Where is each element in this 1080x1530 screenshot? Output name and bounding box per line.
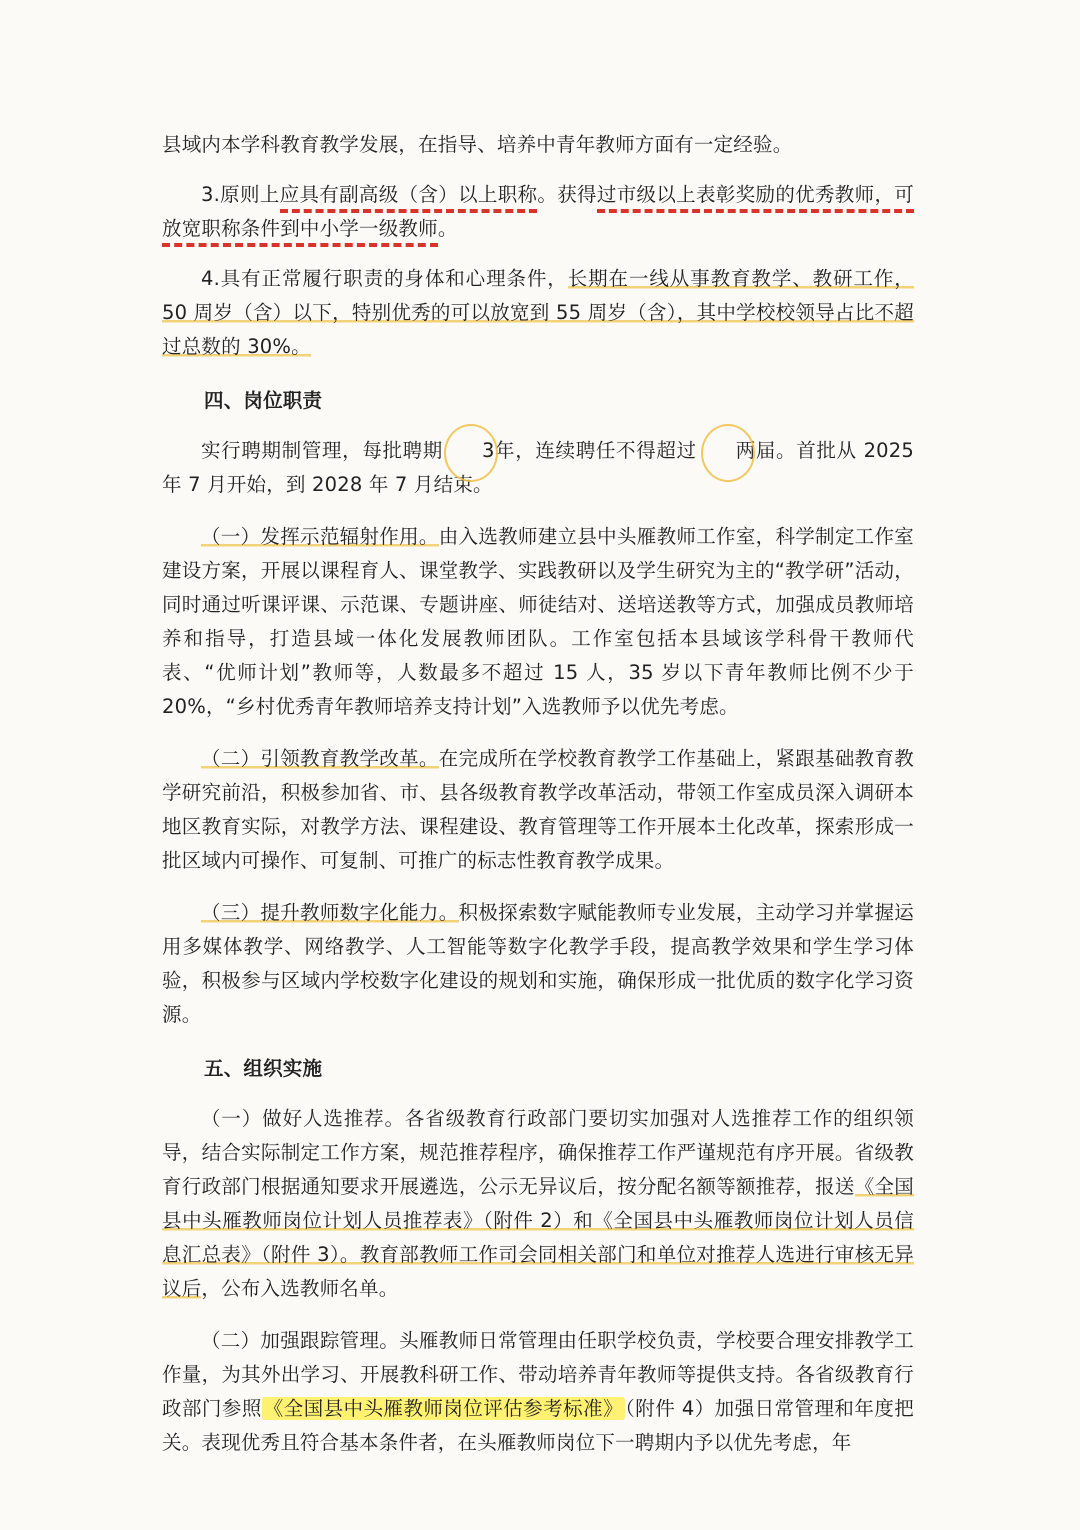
red-dashed-underline-2: 过市级以上表彰奖励的优秀教师，可放宽职称条件到中小学一级教师 (162, 183, 914, 247)
duty-item-2 (162, 742, 914, 878)
duty-item-1 (162, 520, 914, 724)
implementation-item-1 (162, 1102, 914, 1306)
text: 3.原则上 (201, 183, 280, 206)
text: 。获得 (537, 183, 597, 206)
yellow-highlight: 《全国县中头雁教师岗位评估参考标准》 (263, 1397, 624, 1420)
duty-item-3-title: （三）提升教师数字化能力。 (201, 901, 459, 924)
text: （二）加强跟踪管理。头雁教师日常管理由任职学校负责，学校要合理安排教学工作量，为其外出学习、开展教科研工作、带动培养青年教师等提供支持。各省级教育行政部门参照 (162, 1329, 914, 1420)
text: （一）做好人选推荐。各省级教育行政部门要切实加强对人选推荐工作的组织领导，结合实际制定工作方案，规范推荐程序，确保推荐工作严谨规范有序开展。省级教育行政部门根据通知要求开展遴选，公示无异议后，按分配名额等额推荐，报送 (162, 1107, 914, 1198)
text: 实行聘期制管理，每批聘期 (201, 439, 443, 462)
paragraph-term (162, 434, 914, 502)
duty-item-1-title: （一）发挥示范辐射作用。 (201, 525, 439, 548)
yellow-underline: 《全国县中头雁教师岗位计划人员推荐表》（附件 2）和《全国县中头雁教师岗位计划人员信息汇总表》（附件 3）。教育部教师工作司会同相关部门和单位对推荐人选进行审核无异议后 (162, 1175, 914, 1300)
text: 年，连续聘任不得超过 (494, 439, 697, 462)
yellow-underline: 长期在一线从事教育教学、教研工作，50 周岁（含）以下，特别优秀的可以放宽到 55 周岁（含），其中学校校领导占比不超过总数的 30%。 (162, 267, 915, 358)
duty-item-1-body: 由入选教师建立县中头雁教师工作室，科学制定工作室建设方案，开展以课程育人、课堂教学、实践教研以及学生研究为主的“教学研”活动，同时通过听课评课、示范课、专题讲座、师徒结对、送培送教等方式，加强成员教师培养和指导，打造县域一体化发展教师团队。工作室包括本县域该学科骨干教师代表、“优师计划”教师等，人数最多不超过 15 人，35 岁以下青年教师比例不少于 20%，“乡村优秀青年教师培养支持计划”入选教师予以优先考虑。 (162, 525, 914, 718)
implementation-item-2 (162, 1324, 914, 1460)
paragraph-requirement-4 (162, 262, 914, 364)
text: 4.具有正常履行职责的身体和心理条件， (201, 267, 568, 290)
section-heading-4: 四、岗位职责 (204, 389, 323, 412)
duty-item-3-body: 积极探索数字赋能教师专业发展，主动学习并掌握运用多媒体教学、网络教学、人工智能等数字化教学手段，提高教学效果和学生学习体验，积极参与区域内学校数字化建设的规划和实施，确保形成一批优质的数字化学习资源。 (162, 901, 914, 1026)
red-dashed-underline-1: 应具有副高级（含）以上职称 (280, 183, 538, 213)
duty-item-2-title: （二）引领教育教学改革。 (201, 747, 439, 770)
duty-item-3 (162, 896, 914, 1032)
duty-item-2-body: 在完成所在学校教育教学工作基础上，紧跟基础教育教学研究前沿，积极参加省、市、县各级教育教学改革活动，带领工作室成员深入调研本地区教育实际，对教学方法、课程建设、教育管理等工作开展本土化改革，探索形成一批区域内可操作、可复制、可推广的标志性教育教学成果。 (162, 747, 914, 872)
text: 届。首批从 2025 年 7 月开始，到 2028 年 7 月结束。 (162, 439, 914, 496)
text: （附件 4）加强日常管理和年度把关。表现优秀且符合基本条件者，在头雁教师岗位下一聘期内予以优先考虑，年 (162, 1397, 914, 1454)
section-heading-5: 五、组织实施 (204, 1057, 323, 1080)
text: 。 (437, 217, 458, 240)
document-body (162, 128, 914, 1460)
text: ，公布入选教师名单。 (201, 1277, 399, 1300)
circled-mark-1: 3 (443, 434, 495, 468)
paragraph-continued: 县域内本学科教育教学发展，在指导、培养中青年教师方面有一定经验。 (162, 133, 793, 156)
circled-mark-2: 两 (697, 434, 756, 468)
paragraph-requirement-3 (162, 178, 914, 246)
